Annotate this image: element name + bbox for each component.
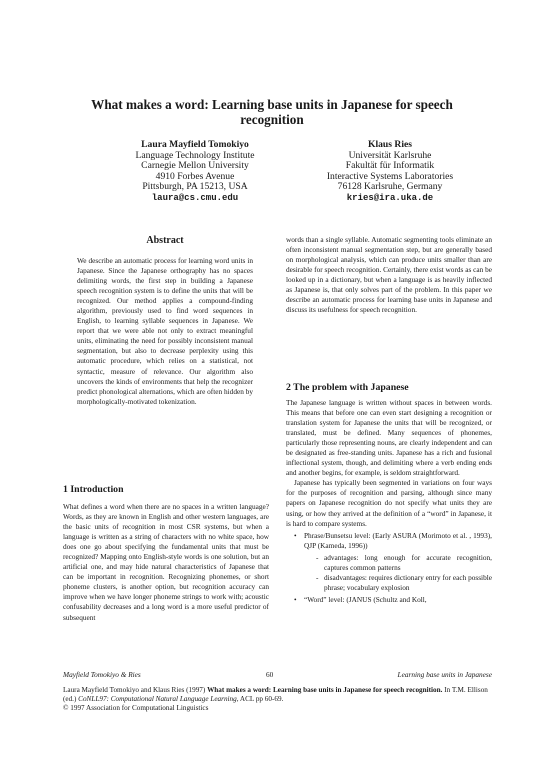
- citation-authors: Laura Mayfield Tomokiyo and Klaus Ries (1997): [63, 686, 206, 694]
- section-heading-introduction: 1 Introduction: [63, 484, 124, 495]
- author-affiliation: Fakultät für Informatik: [345, 160, 435, 172]
- list-item-word-level: [296, 595, 492, 605]
- sub-list-item: - disadvantages: requires dictionary entry for each possible phrase; vocabulary explosion: [316, 573, 492, 593]
- author-affiliation: Language Technology Institute: [135, 149, 255, 161]
- author-block-1: [95, 140, 295, 204]
- continuation-paragraph: words than a single syllable. Automatic segmenting tools eliminate an often inconsistent manual segmentation step, but are generally based on morphological analysis, which can produce units smaller than are desirable for speech recognition. Certainly, there exist words as can be looked up in a dictionary, but when a language is as heavily inflected as Japanese is, that only solves part of the problem. In this paper we describe an automatic process for learning base units in Japanese and discuss its usefulness for speech recognition.: [286, 235, 492, 315]
- author-affiliation: Interactive Systems Laboratories: [326, 170, 454, 182]
- paper-title: What makes a word: Learning base units in Japanese for speech recognition: [91, 97, 453, 127]
- page-number: 60: [266, 670, 274, 679]
- citation-pages: ACL pp 60-69.: [239, 695, 284, 703]
- footer-short-title: Learning base units in Japanese: [397, 670, 492, 679]
- list-item-text: “Word” level: (JANUS (Schultz and Koll,: [304, 594, 427, 604]
- author-affiliation: Carnegie Mellon University: [141, 160, 249, 172]
- problem-paragraph-2: Japanese has typically been segmented in variations on four ways for the purposes of recognition and parsing, although since many papers on Japanese recognition do not specify what units they are using, or how they arrived at the definition of a “word” in Japanese, it is hard to compare systems.: [286, 478, 492, 528]
- abstract-text: [77, 256, 253, 407]
- introduction-continuation: [286, 235, 492, 315]
- author-affiliation: Universität Karlsruhe: [348, 149, 432, 161]
- author-address: 76128 Karlsruhe, Germany: [337, 181, 443, 193]
- author-block-2: [285, 140, 495, 204]
- author-address: 4910 Forbes Avenue: [155, 170, 235, 182]
- introduction-paragraph: What defines a word when there are no spaces in a written language? Words, as they are known in English and other western languages, are the basic units of recognition in most CSR systems, but when a language is written as a string of characters with no white space, how does one go about specifying the fundamental units that must be recognized? Mapping onto English-style words is one solution, but an artificial one, and may hide natural characteristics of Japanese that can be important in recognition. Recognizing phonemes, or short phoneme clusters, is another option, but recognition accuracy can improve when we have longer phoneme strings to work with; acoustic confusability decreases and a long word is a more useful predictor of subsequent: [63, 502, 269, 622]
- author-name: Laura Mayfield Tomokiyo: [141, 139, 249, 150]
- author-email[interactable]: kries@ira.uka.de: [346, 192, 434, 203]
- segmentation-levels-list: [286, 531, 492, 605]
- citation-editor: In T.M. Ellison (ed.): [63, 686, 488, 703]
- sub-list-item: - advantages: long enough for accurate recognition, captures common patterns: [316, 553, 492, 573]
- list-item-phrase-level: [296, 531, 492, 593]
- problem-paragraph-1: The Japanese language is written without spaces in between words. This means that before one can even start designing a recognition or translation system for Japanese the units that will be recognized, or translated, must be defined. Many sequences of phonemes, particularly those representing nouns, are clearly independent and can be designated as free-standing units. Japanese has a rich and fusional inflectional system, though, and delimiting where a verb ending ends and another begins, for example, is seldom straightforward.: [286, 398, 492, 478]
- abstract-heading: Abstract: [146, 235, 184, 246]
- sub-list: [304, 553, 492, 593]
- citation-block: [63, 686, 493, 713]
- author-address: Pittsburgh, PA 15213, USA: [142, 181, 248, 193]
- citation-title: What makes a word: Learning base units in Japanese for speech recognition.: [207, 686, 443, 694]
- list-item-text: Phrase/Bunsetsu level: (Early ASURA (Morimoto et al. , 1993), QJP (Kameda, 1996)): [304, 530, 492, 550]
- citation-venue: CoNLL97: Computational Natural Language Learning,: [78, 695, 239, 703]
- citation-copyright: © 1997 Association for Computational Linguistics: [63, 704, 209, 712]
- author-email[interactable]: laura@cs.cmu.edu: [151, 192, 239, 203]
- abstract-paragraph: We describe an automatic process for learning word units in Japanese. Since the Japanese orthography has no spaces delimiting words, the first step in building a Japanese speech recognition system is to define the units that will be recognized. Our method applies a compound-finding algorithm, previously used to find word sequences in English, to learning syllable sequences in Japanese. We report that we were able not only to extract meaningful units, eliminating the need for possibly inconsistent manual segmentation, but also to decrease perplexity using this automatic procedure, which relies on a statistical, not syntactic, measure of relevance. Our algorithm also uncovers the kinds of environments that help the recognizer predict phonological alternations, which are often hidden by morphologically-motivated tokenization.: [77, 256, 253, 406]
- author-name: Klaus Ries: [368, 139, 412, 150]
- footer-authors: Mayfield Tomokiyo & Ries: [63, 670, 141, 679]
- problem-section-text: [286, 398, 492, 607]
- section-heading-problem: 2 The problem with Japanese: [286, 382, 409, 393]
- introduction-text: [63, 502, 269, 623]
